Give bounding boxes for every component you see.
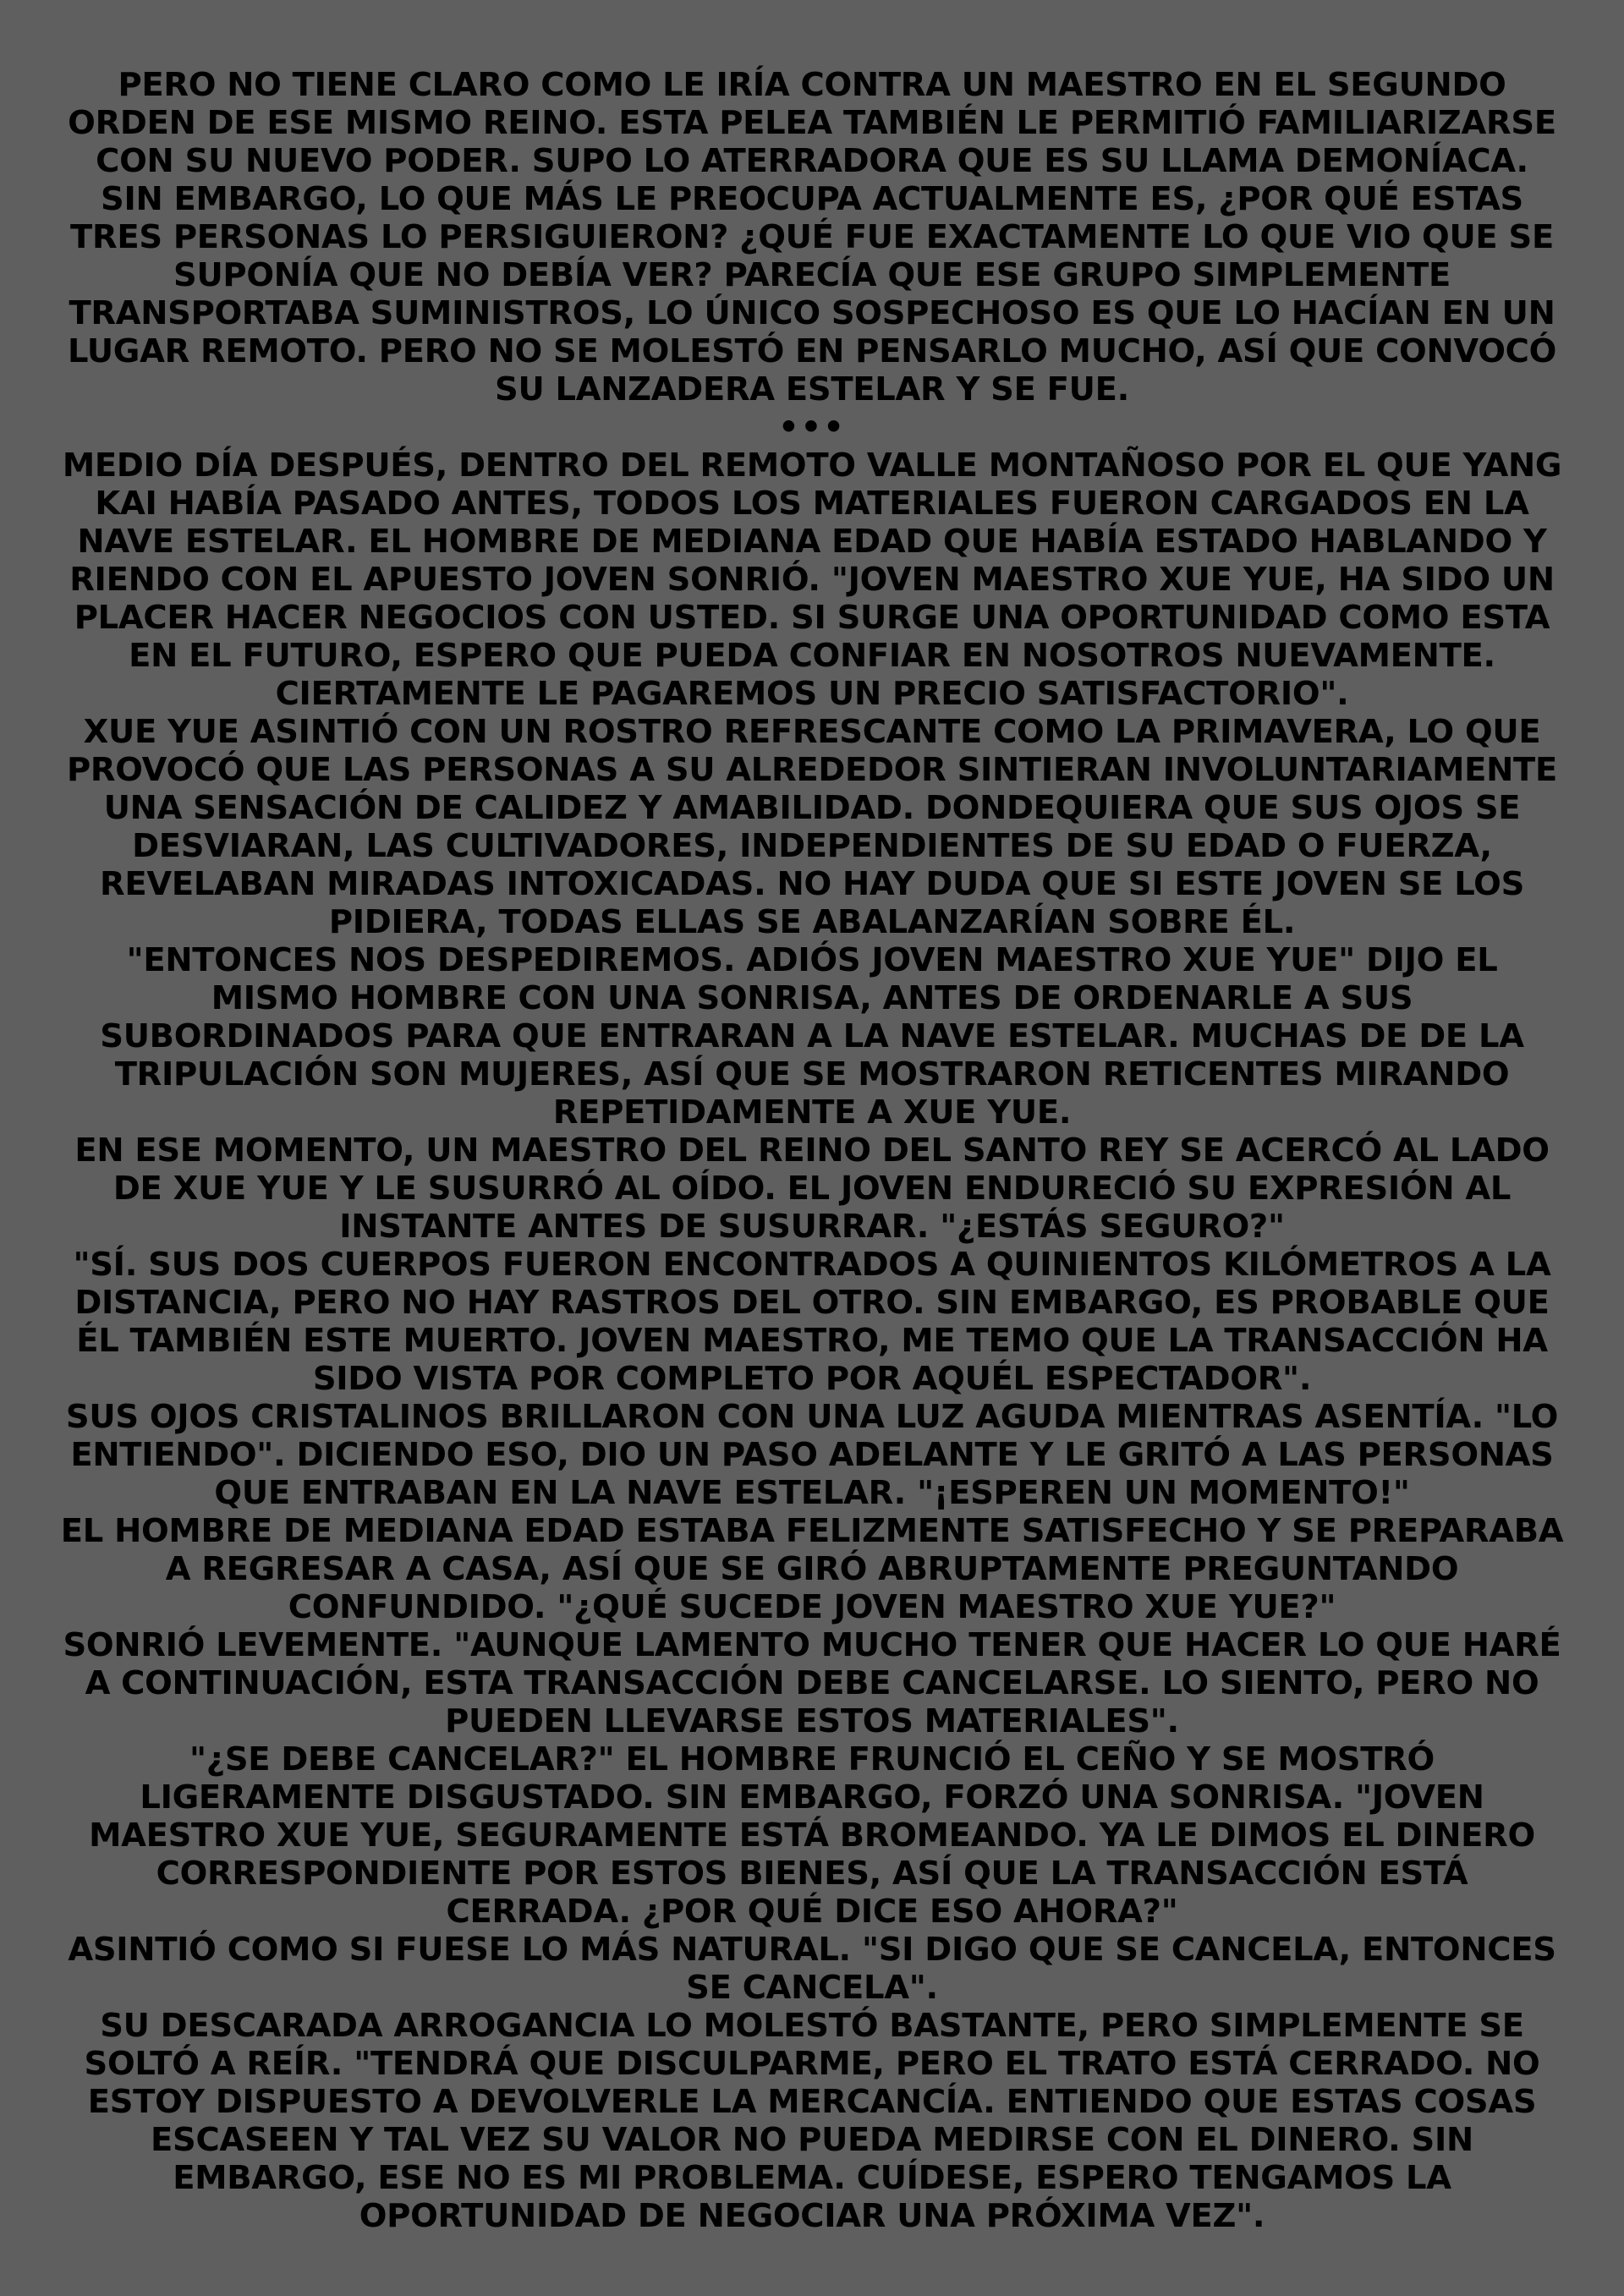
paragraph: ASINTIÓ COMO SI FUESE LO MÁS NATURAL. "SI DIGO QUE SE CANCELA, ENTONCES SE CANCELA". xyxy=(68,1931,1556,2007)
paragraph: "SÍ. SUS DOS CUERPOS FUERON ENCONTRADOS A QUINIENTOS KILÓMETROS A LA DISTANCIA, PERO NO HAY RASTROS DEL OTRO. SIN EMBARGO, ES PROBABLE QUE ÉL TAMBIÉN ESTE MUERTO. JOVEN MAESTRO, ME TEMO QUE LA TRANSACCIÓN HA SIDO VISTA POR COMPLETO POR AQUÉL ESPECTADOR". xyxy=(73,1246,1551,1398)
paragraph: SONRIÓ LEVEMENTE. "AUNQUE LAMENTO MUCHO TENER QUE HACER LO QUE HARÉ A CONTINUACIÓN, ESTA TRANSACCIÓN DEBE CANCELARSE. LO SIENTO, PERO NO PUEDEN LLEVARSE ESTOS MATERIALES". xyxy=(63,1626,1561,1740)
paragraph: PERO NO TIENE CLARO COMO LE IRÍA CONTRA UN MAESTRO EN EL SEGUNDO ORDEN DE ESE MISMO REINO. ESTA PELEA TAMBIÉN LE PERMITIÓ FAMILIARIZARSE CON SU NUEVO PODER. SUPO LO ATERRADORA QUE ES SU LLAMA DEMONÍACA. SIN EMBARGO, LO QUE MÁS LE PREOCUPA ACTUALMENTE ES, ¿POR QUÉ ESTAS TRES PERSONAS LO PERSIGUIERON? ¿QUÉ FUE EXACTAMENTE LO QUE VIO QUE SE SUPONÍA QUE NO DEBÍA VER? PARECÍA QUE ESE GRUPO SIMPLEMENTE TRANSPORTABA SUMINISTROS, LO ÚNICO SOSPECHOSO ES QUE LO HACÍAN EN UN LUGAR REMOTO. PERO NO SE MOLESTÓ EN PENSARLO MUCHO, ASÍ QUE CONVOCÓ SU LANZADERA ESTELAR Y SE FUE. xyxy=(67,66,1557,408)
scene-separator: ••• xyxy=(778,408,846,447)
paragraph: EL HOMBRE DE MEDIANA EDAD ESTABA FELIZMENTE SATISFECHO Y SE PREPARABA A REGRESAR A CASA, ASÍ QUE SE GIRÓ ABRUPTAMENTE PREGUNTANDO CONFUNDIDO. "¿QUÉ SUCEDE JOVEN MAESTRO XUE YUE?" xyxy=(60,1512,1564,1626)
paragraph: "¿SE DEBE CANCELAR?" EL HOMBRE FRUNCIÓ EL CEÑO Y SE MOSTRÓ LIGERAMENTE DISGUSTADO. SIN EMBARGO, FORZÓ UNA SONRISA. "JOVEN MAESTRO XUE YUE, SEGURAMENTE ESTÁ BROMEANDO. YA LE DIMOS EL DINERO CORRESPONDIENTE POR ESTOS BIENES, ASÍ QUE LA TRANSACCIÓN ESTÁ CERRADA. ¿POR QUÉ DICE ESO AHORA?" xyxy=(89,1740,1535,1931)
paragraph: SU DESCARADA ARROGANCIA LO MOLESTÓ BASTANTE, PERO SIMPLEMENTE SE SOLTÓ A REÍR. "TENDRÁ QUE DISCULPARME, PERO EL TRATO ESTÁ CERRADO. NO ESTOY DISPUESTO A DEVOLVERLE LA MERCANCÍA. ENTIENDO QUE ESTAS COSAS ESCASEEN Y TAL VEZ SU VALOR NO PUEDA MEDIRSE CON EL DINERO. SIN EMBARGO, ESE NO ES MI PROBLEMA. CUÍDESE, ESPERO TENGAMOS LA OPORTUNIDAD DE NEGOCIAR UNA PRÓXIMA VEZ". xyxy=(84,2007,1540,2235)
paragraph: XUE YUE ASINTIÓ CON UN ROSTRO REFRESCANTE COMO LA PRIMAVERA, LO QUE PROVOCÓ QUE LAS PERSONAS A SU ALREDEDOR SINTIERAN INVOLUNTARIAMENTE UNA SENSACIÓN DE CALIDEZ Y AMABILIDAD. DONDEQUIERA QUE SUS OJOS SE DESVIARAN, LAS CULTIVADORES, INDEPENDIENTES DE SU EDAD O FUERZA, REVELABAN MIRADAS INTOXICADAS. NO HAY DUDA QUE SI ESTE JOVEN SE LOS PIDIERA, TODAS ELLAS SE ABALANZARÍAN SOBRE ÉL. xyxy=(67,713,1557,941)
paragraph: MEDIO DÍA DESPUÉS, DENTRO DEL REMOTO VALLE MONTAÑOSO POR EL QUE YANG KAI HABÍA PASADO ANTES, TODOS LOS MATERIALES FUERON CARGADOS EN LA NAVE ESTELAR. EL HOMBRE DE MEDIANA EDAD QUE HABÍA ESTADO HABLANDO Y RIENDO CON EL APUESTO JOVEN SONRIÓ. "JOVEN MAESTRO XUE YUE, HA SIDO UN PLACER HACER NEGOCIOS CON USTED. SI SURGE UNA OPORTUNIDAD COMO ESTA EN EL FUTURO, ESPERO QUE PUEDA CONFIAR EN NOSOTROS NUEVAMENTE. CIERTAMENTE LE PAGAREMOS UN PRECIO SATISFACTORIO". xyxy=(62,447,1562,713)
paragraph: SUS OJOS CRISTALINOS BRILLARON CON UNA LUZ AGUDA MIENTRAS ASENTÍA. "LO ENTIENDO". DICIENDO ESO, DIO UN PASO ADELANTE Y LE GRITÓ A LAS PERSONAS QUE ENTRABAN EN LA NAVE ESTELAR. "¡ESPEREN UN MOMENTO!" xyxy=(65,1398,1559,1512)
paragraph: EN ESE MOMENTO, UN MAESTRO DEL REINO DEL SANTO REY SE ACERCÓ AL LADO DE XUE YUE Y LE SUSURRÓ AL OÍDO. EL JOVEN ENDURECIÓ SU EXPRESIÓN AL INSTANTE ANTES DE SUSURRAR. "¿ESTÁS SEGURO?" xyxy=(74,1132,1550,1246)
paragraph: "ENTONCES NOS DESPEDIREMOS. ADIÓS JOVEN MAESTRO XUE YUE" DIJO EL MISMO HOMBRE CON UNA SONRISA, ANTES DE ORDENARLE A SUS SUBORDINADOS PARA QUE ENTRARAN A LA NAVE ESTELAR. MUCHAS DE DE LA TRIPULACIÓN SON MUJERES, ASÍ QUE SE MOSTRARON RETICENTES MIRANDO REPETIDAMENTE A XUE YUE. xyxy=(100,941,1524,1132)
text-page xyxy=(59,66,1565,2235)
